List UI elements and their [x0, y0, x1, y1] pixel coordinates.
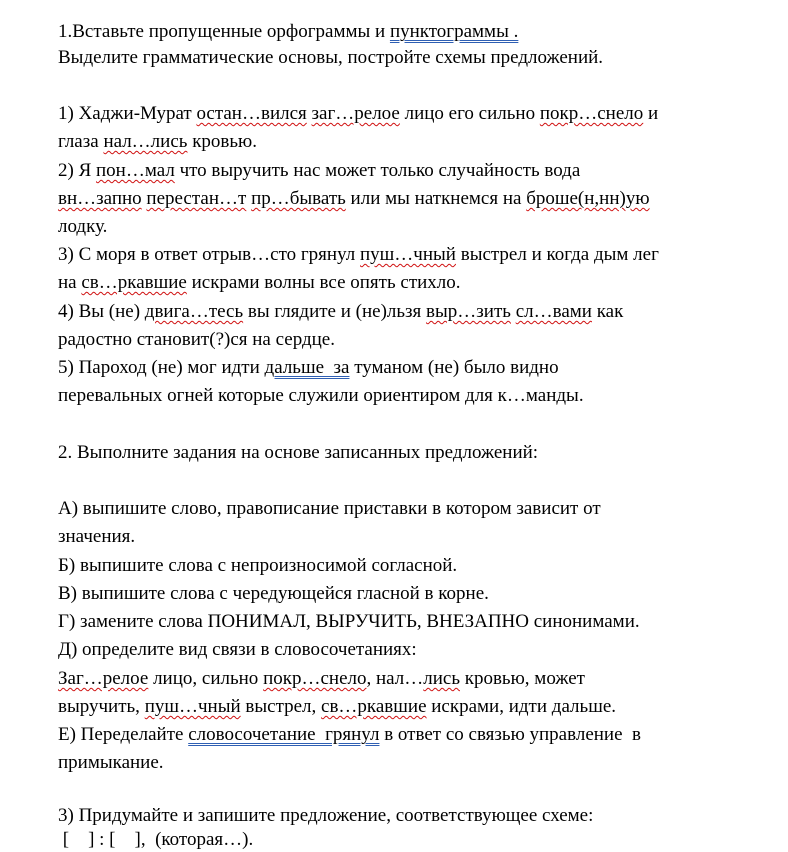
- sentence-4-line-2: радостно становит(?)ся на сердце.: [58, 329, 335, 350]
- sentence-2-line-1: 2) Я пон…мал что выручить нас может только случайность вода: [58, 160, 581, 181]
- sentence-4-line-1: 4) Вы (не) двига…тесь вы глядите и (не)льзя выр…зить сл…вами как: [58, 301, 624, 322]
- task2-item-a-line-2: значения.: [58, 526, 136, 547]
- sentence-5-line-2: перевальных огней которые служили ориентиром для к…манды.: [58, 385, 584, 406]
- task2-item-a-line-1: А) выпишите слово, правописание приставки в котором зависит от: [58, 498, 601, 519]
- task2-phrases-line-1: Заг…релое лицо, сильно покр…снело, нал…лись кровью, может: [58, 668, 585, 689]
- sentence-3-line-1: 3) С моря в ответ отрыв…сто грянул пуш…чный выстрел и когда дым лег: [58, 244, 659, 265]
- task2-title: 2. Выполните задания на основе записанных предложений:: [58, 442, 539, 463]
- sentence-1-line-1: 1) Хаджи-Мурат остан…вился заг…релое лицо его сильно покр…снело и: [58, 103, 659, 124]
- task2-item-v: В) выпишите слова с чередующейся гласной в корне.: [58, 583, 489, 604]
- task1-subtitle: Выделите грамматические основы, постройте схемы предложений.: [58, 47, 604, 68]
- sentence-5-line-1: 5) Пароход (не) мог идти дальше за туманом (не) было видно: [58, 357, 559, 378]
- sentence-2-line-2: вн…запно перестан…т пр…бывать или мы наткнемся на броше(н,нн)ую: [58, 188, 650, 209]
- sentence-1-line-2: глаза нал…лись кровью.: [58, 131, 257, 152]
- task3-title: 3) Придумайте и запишите предложение, соответствующее схеме:: [58, 805, 594, 826]
- task2-item-e-line-1: Е) Переделайте словосочетание грянул в ответ со связью управление в: [58, 724, 641, 745]
- sentence-3-line-2: на св…ркавшие искрами волны все опять стихло.: [58, 272, 461, 293]
- task2-item-b: Б) выпишите слова с непроизносимой согласной.: [58, 555, 458, 576]
- task2-item-d: Д) определите вид связи в словосочетаниях:: [58, 639, 417, 660]
- task2-phrases-line-2: выручить, пуш…чный выстрел, св…ркавшие искрами, идти дальше.: [58, 696, 617, 717]
- link-punctograms[interactable]: пунктограммы .: [389, 21, 519, 42]
- task2-item-e-line-2: примыкание.: [58, 752, 164, 773]
- task2-item-g: Г) замените слова ПОНИМАЛ, ВЫРУЧИТЬ, ВНЕЗАПНО синонимами.: [58, 611, 640, 632]
- task1-title: 1.Вставьте пропущенные орфограммы и пунктограммы .: [58, 21, 519, 42]
- task3-scheme: [ ] : [ ], (которая…).: [58, 829, 254, 850]
- sentence-2-line-3: лодку.: [58, 216, 108, 237]
